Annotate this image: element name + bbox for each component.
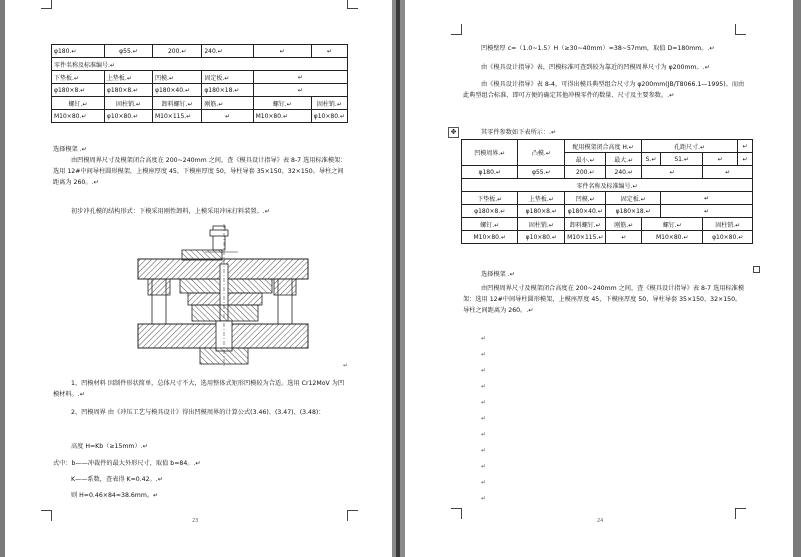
table-row: [462, 205, 753, 218]
table-cell[interactable]: φ180×8.↵: [104, 84, 152, 97]
table-header-cell[interactable]: S1.↵: [660, 153, 702, 166]
table-cell[interactable]: 卸料螺钉.↵: [152, 97, 201, 110]
page-number: 24: [597, 518, 604, 524]
table-cell[interactable]: M10×80.↵: [462, 231, 518, 244]
table-title-cell[interactable]: 零件名称及标准编号.↵: [52, 58, 348, 71]
table-cell[interactable]: ↵: [253, 84, 347, 97]
page-divider: [396, 0, 400, 557]
table-cell[interactable]: ↵: [738, 153, 753, 166]
crop-mark-top-right: [347, 0, 358, 9]
crop-mark-bottom-left: [41, 510, 52, 521]
paragraph-mark: ↵: [481, 495, 487, 502]
table-cell[interactable]: 固柱销.↵: [311, 97, 347, 110]
table-cell[interactable]: 螺钉.↵: [642, 218, 703, 231]
table-cell[interactable]: φ180×18.↵: [606, 205, 661, 218]
table-header-cell[interactable]: 最小.↵: [565, 153, 606, 166]
left-page: [5, 0, 392, 557]
table-cell[interactable]: φ180×40.↵: [565, 205, 606, 218]
table-row: [52, 110, 348, 123]
paragraph-mark: ↵: [481, 383, 487, 390]
table-cell[interactable]: ↵: [660, 192, 752, 205]
table-row: [52, 84, 348, 97]
body-paragraph[interactable]: K——系数，查表得 K=0.42。.↵: [71, 476, 163, 483]
table-cell[interactable]: 240.↵: [606, 166, 642, 179]
table-cell[interactable]: ↵: [202, 110, 253, 123]
paragraph-mark: ↵: [481, 367, 487, 374]
paragraph-mark: ↵: [481, 463, 487, 470]
table-cell[interactable]: 刚筋.↵: [202, 97, 253, 110]
table-cell[interactable]: 凹模.↵: [565, 192, 606, 205]
table-cell[interactable]: φ180.↵: [52, 45, 105, 58]
table-cell[interactable]: 200.↵: [565, 166, 606, 179]
table-header-cell[interactable]: 最大.↵: [606, 153, 642, 166]
table-cell[interactable]: 固定板.↵: [606, 192, 661, 205]
table-cell[interactable]: 卸料螺钉.↵: [565, 218, 606, 231]
body-paragraph[interactable]: 式中：b——冲裁件的最大外形尺寸，取值 b=84。.↵: [53, 460, 201, 467]
table-cell[interactable]: 凹模.↵: [152, 71, 201, 84]
die-assembly-drawing: [130, 224, 340, 366]
table-row: [462, 218, 753, 231]
table-cell[interactable]: M10×115.↵: [565, 231, 606, 244]
table-row: [462, 231, 753, 244]
table-cell[interactable]: 下垫板.↵: [462, 192, 518, 205]
crop-mark-bottom-right: [347, 510, 358, 521]
table-cell[interactable]: φ180×8.↵: [462, 205, 518, 218]
table-row: [52, 71, 348, 84]
paragraph-mark: ↵: [481, 447, 487, 454]
table-header-cell[interactable]: 凸模.↵: [518, 140, 565, 166]
table-cell[interactable]: 上垫板.↵: [518, 192, 565, 205]
table-cell[interactable]: φ10×80.↵: [518, 231, 565, 244]
table-cell[interactable]: φ10×80.↵: [104, 110, 152, 123]
table-cell[interactable]: ↵: [253, 45, 311, 58]
body-paragraph[interactable]: 凹模壁厚 c=（1.0~1.5）H（≥30~40mm）≈38~57mm，取值 D=180mm。.↵: [481, 45, 715, 52]
parts-parameter-table: [461, 139, 753, 244]
body-paragraph[interactable]: 2、凹模周界 由《冲压工艺与模具设计》得出凹模周界的计算公式(3.46)、(3.47)、(3.48)：: [71, 409, 325, 416]
table-cell[interactable]: φ55.↵: [104, 45, 152, 58]
paragraph-mark: ↵: [481, 335, 487, 342]
table-cell[interactable]: ↵: [660, 205, 752, 218]
table-cell[interactable]: φ10×80.↵: [703, 231, 753, 244]
table-cell[interactable]: 固柱销.↵: [518, 218, 565, 231]
move-handle-icon[interactable]: ✥: [448, 127, 459, 138]
body-paragraph[interactable]: 由凹模周界尺寸及模架闭合高度在 200~240mm 之间，查《模具设计指导》表 8-7 选用标准模架：选用 12#中间导柱圆形模架，上模座厚度 45，下模座厚度 50，导柱导套 35×150、32×150。导柱之间距离为 260。.↵: [463, 285, 745, 314]
right-page: [405, 0, 793, 557]
table-cell[interactable]: ↵: [703, 166, 753, 179]
table-cell[interactable]: 下垫板.↵: [52, 71, 105, 84]
table-cell[interactable]: φ180×8.↵: [52, 84, 105, 97]
body-paragraph[interactable]: 由《模具设计指导》表 8-4，可得出模具典型组合尺寸为 φ200mm(JB/T8066.1—1995)。而由此典型组合标准，即可方便的确定其他冲模零件的数量、尺寸及主要参数。.↵: [463, 81, 745, 99]
table-header-cell[interactable]: 凹模周界.↵: [462, 140, 518, 166]
table-row: [462, 192, 753, 205]
table-cell[interactable]: φ180×8.↵: [518, 205, 565, 218]
table-row: [462, 179, 753, 192]
table-cell[interactable]: φ55.↵: [518, 166, 565, 179]
table-cell[interactable]: 刚筋.↵: [606, 218, 642, 231]
table-cell[interactable]: M10×80.↵: [253, 110, 311, 123]
table-cell[interactable]: ↵: [606, 231, 642, 244]
paragraph-mark: ↵: [343, 362, 349, 369]
table-resize-handle[interactable]: [753, 266, 760, 273]
table-cell[interactable]: M10×80.↵: [52, 110, 105, 123]
paragraph-mark: ↵: [481, 431, 487, 438]
paragraph-mark: ↵: [481, 479, 487, 486]
table-cell[interactable]: 螺钉.↵: [52, 97, 105, 110]
paragraph-mark: ↵: [481, 415, 487, 422]
body-paragraph[interactable]: 其零件参数如下表所示：.↵: [481, 129, 557, 136]
table-cell[interactable]: φ10×80.↵: [311, 110, 347, 123]
page-number: 23: [192, 518, 199, 524]
crop-mark-bottom-right: [735, 508, 746, 519]
paragraph-mark: ↵: [481, 351, 487, 358]
crop-mark-top-left: [41, 0, 52, 9]
table-cell[interactable]: φ180.↵: [462, 166, 518, 179]
table-cell[interactable]: 上垫板.↵: [104, 71, 152, 84]
body-paragraph[interactable]: 由《模具设计指导》表，凹模标准可查到较为靠近的凹模周界尺寸为 φ200mm。.↵: [481, 64, 710, 71]
table-row: [52, 58, 348, 71]
table-cell[interactable]: 200.↵: [152, 45, 201, 58]
body-paragraph[interactable]: 1、凹模材料 因制件形状简单，总体尺寸不大，选用整体式矩形凹模较为合适。选用 Cr12MoV 为凹模材料。.↵: [53, 380, 345, 398]
table-row: [52, 45, 348, 58]
table-cell[interactable]: ↵: [738, 140, 753, 153]
table-cell[interactable]: 240.↵: [202, 45, 253, 58]
table-cell[interactable]: ↵: [311, 45, 347, 58]
table-cell[interactable]: 固柱销.↵: [703, 218, 753, 231]
crop-mark-bottom-left: [451, 508, 462, 519]
crop-mark-top-right: [735, 24, 746, 35]
section-heading[interactable]: 选择模架 .↵: [481, 271, 515, 278]
table-cell[interactable]: φ180×18.↵: [202, 84, 253, 97]
crop-mark-top-left: [451, 24, 462, 35]
table-row: [52, 97, 348, 110]
table-cell[interactable]: 固定板.↵: [202, 71, 253, 84]
body-paragraph[interactable]: 初步冲孔模的结构形式：下模采用刚性卸料，上模采用冲床打料装置。.↵: [71, 208, 270, 215]
paragraph-mark: ↵: [481, 399, 487, 406]
table-cell[interactable]: φ180×40.↵: [152, 84, 201, 97]
table-cell[interactable]: ↵: [642, 166, 703, 179]
table-row: [462, 166, 753, 179]
table-cell[interactable]: M10×80.↵: [642, 231, 703, 244]
table-header-cell[interactable]: 孔距尺寸.↵: [642, 140, 738, 153]
table-cell[interactable]: 固柱销.↵: [104, 97, 152, 110]
table-header-cell[interactable]: S.↵: [642, 153, 661, 166]
table-cell[interactable]: 螺钉.↵: [462, 218, 518, 231]
table-cell[interactable]: 螺钉.↵: [253, 97, 311, 110]
table-cell[interactable]: M10×115.↵: [152, 110, 201, 123]
table-cell[interactable]: ↵: [253, 71, 347, 84]
parts-table: [51, 44, 348, 123]
table-header-cell[interactable]: 配用模架闭合高度 H.↵: [565, 140, 642, 153]
table-row: [462, 140, 753, 153]
body-paragraph[interactable]: 高度 H=Kb（≥15mm）.↵: [71, 443, 148, 450]
table-cell[interactable]: ↵: [703, 153, 738, 166]
body-paragraph[interactable]: 则 H=0.46×84≈38.6mm。↵: [71, 492, 159, 499]
table-title-cell[interactable]: 零件名称及标准编号.↵: [462, 179, 753, 192]
gutter-right: [793, 0, 801, 557]
section-heading[interactable]: 选择模架 .↵: [53, 146, 87, 153]
body-paragraph[interactable]: 由凹模周界尺寸及模架闭合高度在 200~240mm 之间，查《模具设计指导》表 8-7 选用标准模架：选用 12#中间导柱圆形模架，上模座厚度 45，下模座厚度 50，导柱导套 35×150、32×150。导柱之间距离为 260。.↵: [53, 157, 347, 186]
